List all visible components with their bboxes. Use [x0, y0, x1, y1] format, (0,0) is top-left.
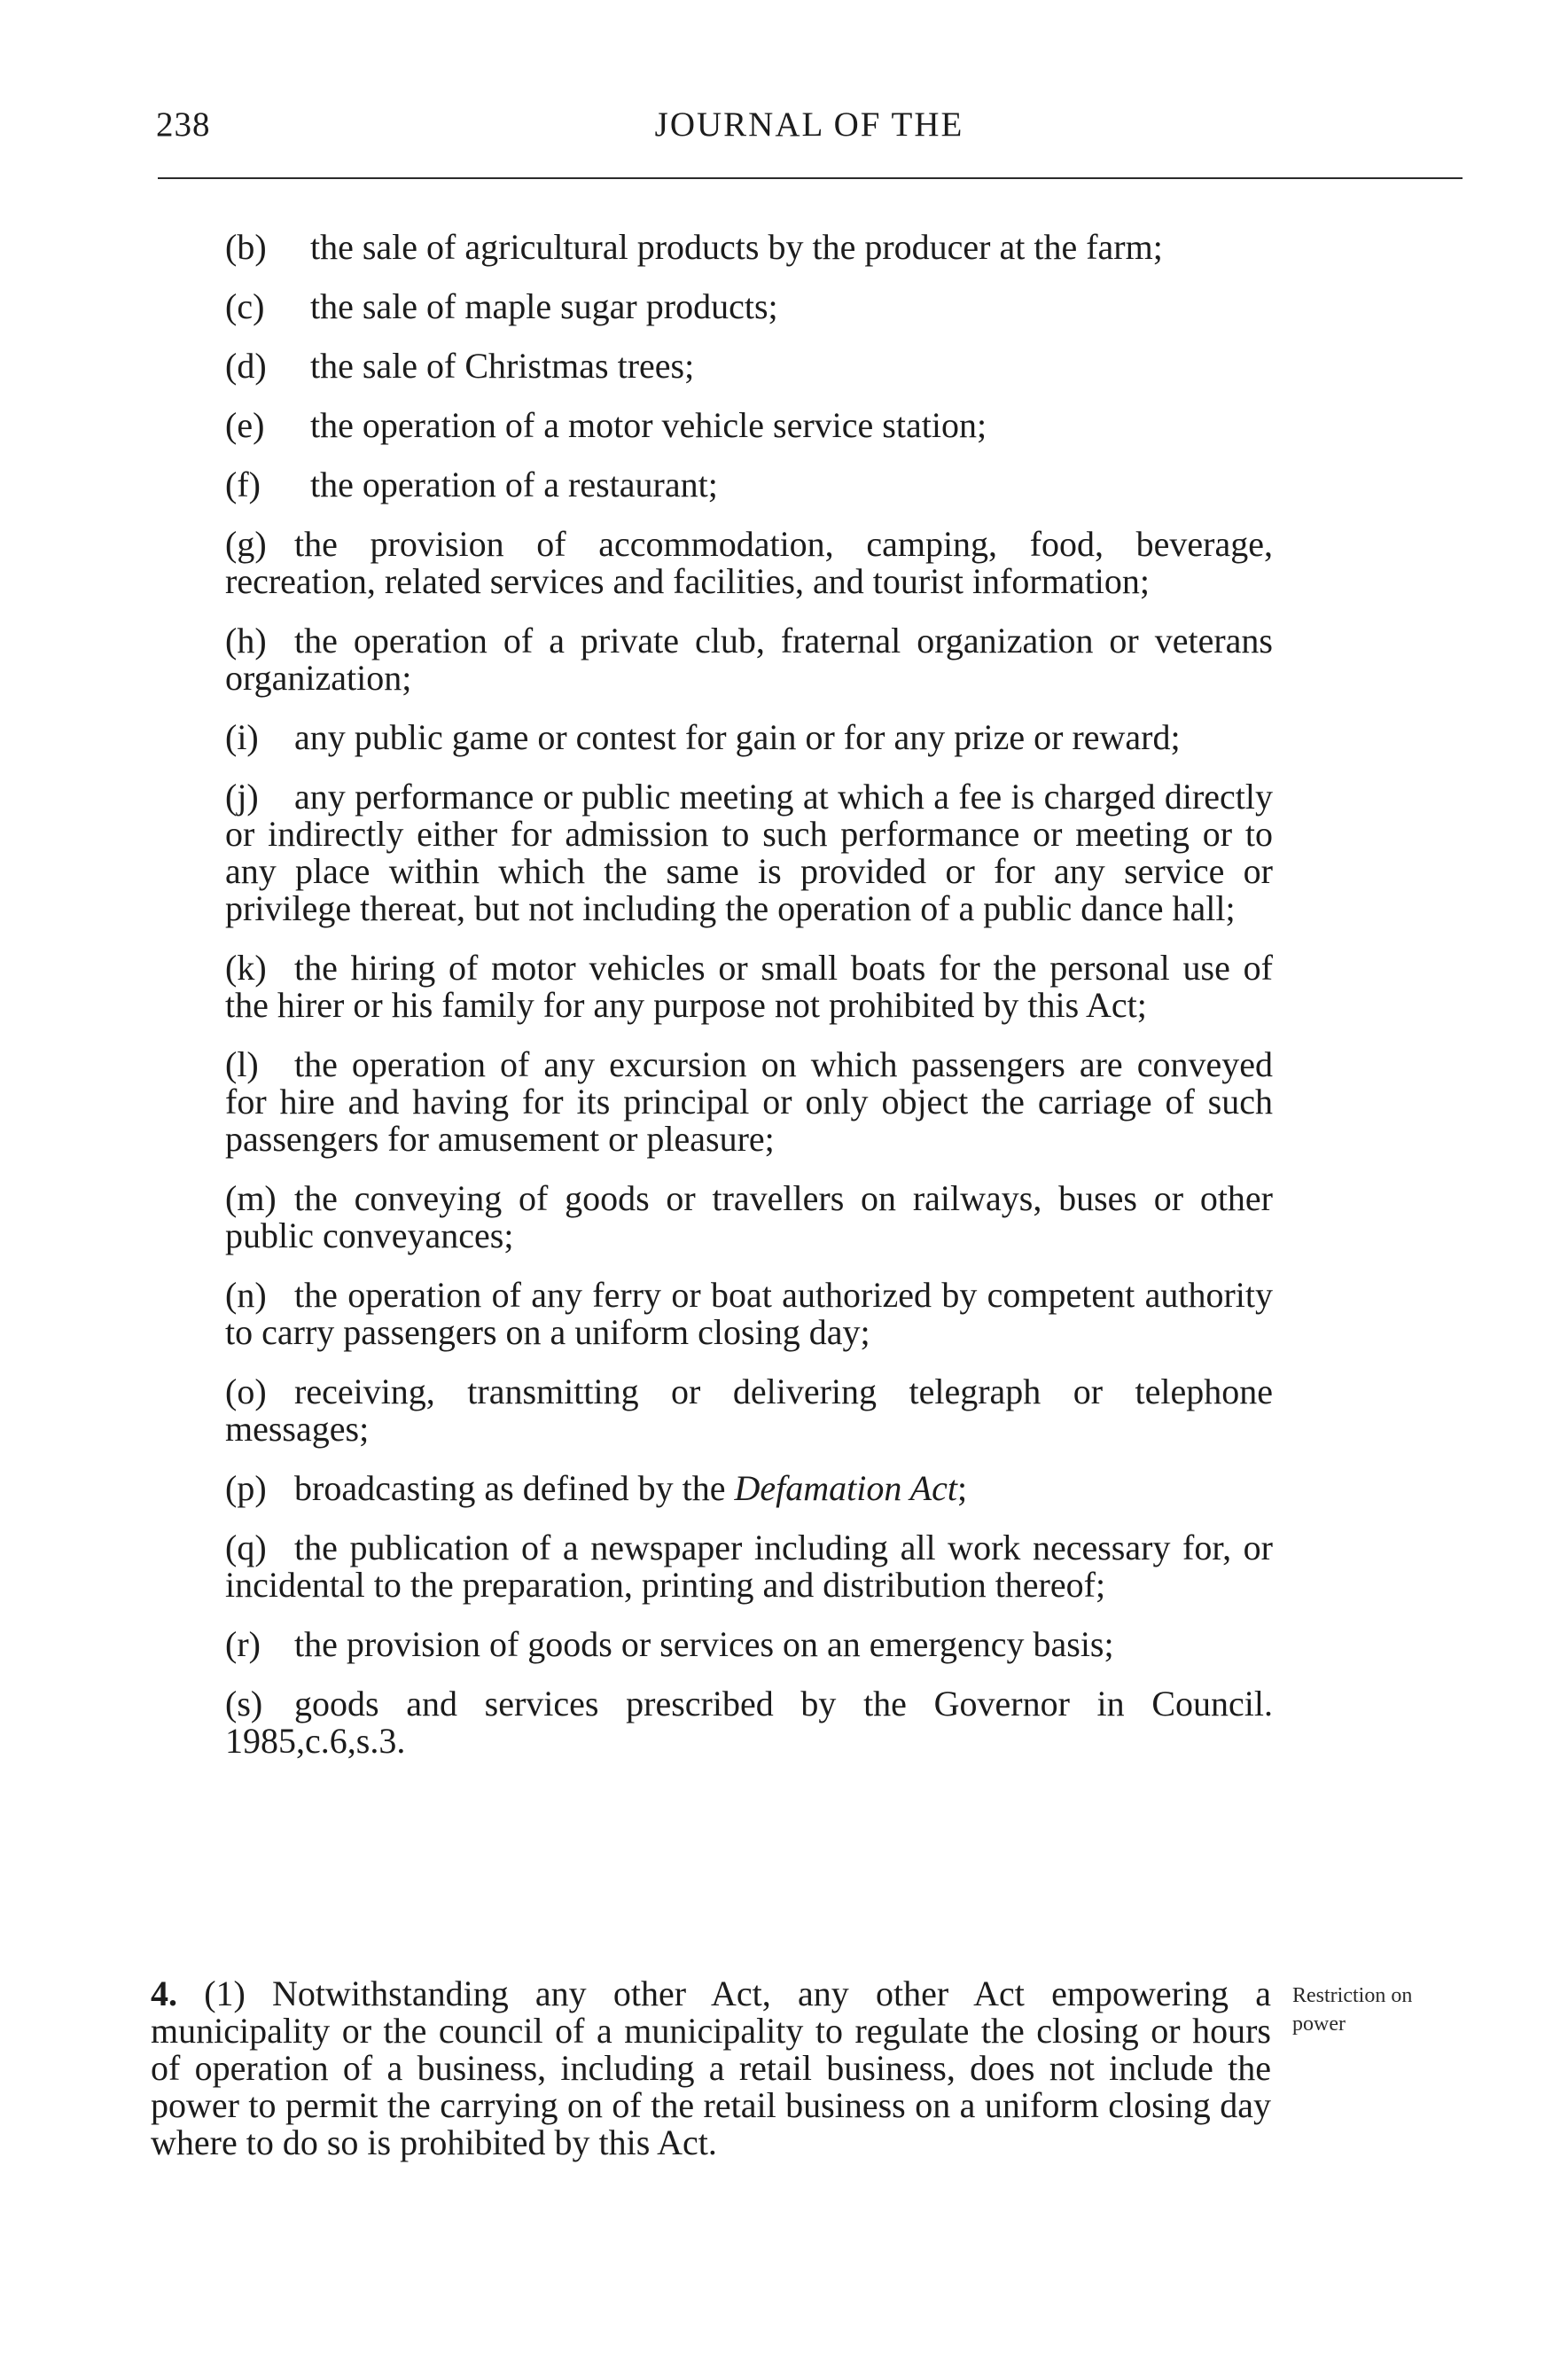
- clause-m: [225, 1180, 1273, 1254]
- clause-f: [225, 466, 1273, 504]
- clause-label: (b): [225, 227, 267, 267]
- clause-text: any public game or contest for gain or for any prize or reward;: [294, 717, 1181, 757]
- journal-title: JOURNAL OF THE: [654, 106, 964, 144]
- margin-note-line: power: [1292, 2013, 1346, 2036]
- section-4: [151, 1975, 1271, 2161]
- clause-e: [225, 407, 1273, 444]
- margin-note: [1292, 1981, 1470, 2038]
- clause-text: the sale of agricultural products by the producer at the farm;: [310, 227, 1163, 267]
- clause-r: [225, 1626, 1273, 1663]
- clause-h: [225, 622, 1273, 697]
- clause-label: (r): [225, 1624, 261, 1664]
- clause-text: goods and services prescribed by the Governor in Council. 1985,c.6,s.3.: [225, 1684, 1273, 1761]
- clause-c: [225, 288, 1273, 325]
- clause-list: [225, 229, 1273, 1782]
- clause-l: [225, 1046, 1273, 1158]
- clause-label: (o): [225, 1372, 267, 1411]
- clause-label: (q): [225, 1528, 267, 1567]
- clause-k: [225, 950, 1273, 1024]
- clause-o: [225, 1373, 1273, 1448]
- clause-text: the operation of any ferry or boat authorized by competent authority to carry passengers on a uniform closing day;: [225, 1275, 1273, 1352]
- clause-text: the provision of goods or services on an emergency basis;: [294, 1624, 1114, 1664]
- page-number: 238: [156, 106, 211, 144]
- clause-text: the sale of Christmas trees;: [310, 346, 695, 386]
- clause-text: any performance or public meeting at which a fee is charged directly or indirectly either for admission to such performance or meeting or to any place within which the same is provided or for any service or privilege thereat, but not including the operation of a public dance hall;: [225, 777, 1273, 928]
- clause-text: the sale of maple sugar products;: [310, 286, 778, 326]
- clause-q: [225, 1529, 1273, 1604]
- clause-text: the operation of a restaurant;: [310, 465, 718, 504]
- section-number: 4.: [151, 1973, 177, 2013]
- clause-label: (l): [225, 1044, 259, 1084]
- clause-label: (h): [225, 621, 267, 660]
- clause-p: [225, 1470, 1273, 1507]
- clause-text: the provision of accommodation, camping, food, beverage, recreation, related services and facilities, and tourist information;: [225, 524, 1273, 601]
- clause-label: (k): [225, 948, 267, 988]
- clause-g: [225, 526, 1273, 600]
- clause-label: (c): [225, 286, 265, 326]
- clause-text: the operation of a motor vehicle service station;: [310, 405, 987, 445]
- section-text: (1) Notwithstanding any other Act, any other Act empowering a municipality or the council of a municipality to regulate the closing or hours of operation of a business, including a retail business, does not include the power to permit the carrying on of the retail business on a uniform closing day where to do so is prohibited by this Act.: [151, 1973, 1271, 2162]
- clause-label: (g): [225, 524, 267, 564]
- clause-label: (e): [225, 405, 265, 445]
- clause-text-after: ;: [956, 1468, 968, 1508]
- clause-label: (p): [225, 1468, 267, 1508]
- clause-text: the hiring of motor vehicles or small boats for the personal use of the hirer or his family for any purpose not prohibited by this Act;: [225, 948, 1273, 1025]
- running-head: [156, 105, 1463, 149]
- clause-text: the operation of any excursion on which passengers are conveyed for hire and having for its principal or only object the carriage of such passengers for amusement or pleasure;: [225, 1044, 1273, 1159]
- clause-text-before: broadcasting as defined by the: [294, 1468, 735, 1508]
- header-rule: [158, 177, 1463, 179]
- margin-note-line: Restriction on: [1292, 1984, 1413, 2007]
- act-title: Defamation Act: [734, 1468, 957, 1508]
- clause-label: (i): [225, 717, 259, 757]
- clause-label: (m): [225, 1178, 277, 1218]
- clause-j: [225, 778, 1273, 927]
- clause-text: the operation of a private club, fraternal organization or veterans organization;: [225, 621, 1273, 698]
- clause-d: [225, 348, 1273, 385]
- clause-s: [225, 1685, 1273, 1760]
- clause-n: [225, 1277, 1273, 1351]
- clause-i: [225, 719, 1273, 756]
- clause-label: (d): [225, 346, 267, 386]
- clause-label: (n): [225, 1275, 267, 1315]
- clause-label: (f): [225, 465, 261, 504]
- clause-text: the publication of a newspaper including all work necessary for, or incidental to the preparation, printing and distribution thereof;: [225, 1528, 1273, 1605]
- clause-text: the conveying of goods or travellers on railways, buses or other public conveyances;: [225, 1178, 1273, 1255]
- clause-text: receiving, transmitting or delivering telegraph or telephone messages;: [225, 1372, 1273, 1449]
- clause-label: (s): [225, 1684, 263, 1723]
- clause-b: [225, 229, 1273, 266]
- clause-label: (j): [225, 777, 259, 817]
